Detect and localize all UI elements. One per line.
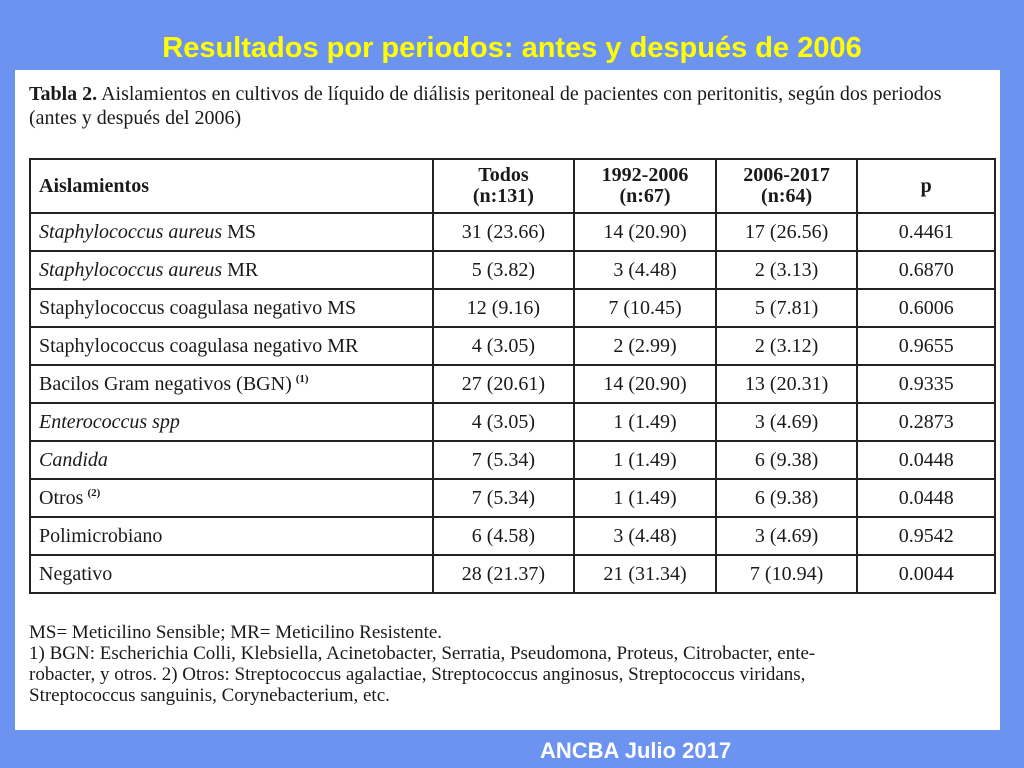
row-label: Candida [30, 441, 433, 479]
cell-todos: 4 (3.05) [433, 403, 575, 441]
cell-2006-2017: 3 (4.69) [716, 403, 858, 441]
row-label: Bacilos Gram negativos (BGN) $^{(1)}$ [30, 365, 433, 403]
caption-text: Aislamientos en cultivos de líquido de diálisis peritoneal de pacientes con peritonitis, según dos periodos (antes y después del 2006) [29, 83, 942, 129]
row-label: Polimicrobiano [30, 517, 433, 555]
header-2006-2017: 2006-2017 (n:64) [716, 159, 858, 213]
row-label: Enterococcus spp [30, 403, 433, 441]
cell-p: 0.6870 [857, 251, 995, 289]
cell-p: 0.9655 [857, 327, 995, 365]
table-header-row [30, 159, 995, 213]
cell-1992-2006: 14 (20.90) [574, 213, 716, 251]
cell-2006-2017: 13 (20.31) [716, 365, 858, 403]
table-row [30, 365, 995, 403]
cell-todos: 7 (5.34) [433, 441, 575, 479]
footnote-line: robacter, y otros. 2) Otros: Streptococcus agalactiae, Streptococcus anginosus, Streptococcus viridans, [29, 664, 806, 685]
table-row [30, 251, 995, 289]
cell-2006-2017: 7 (10.94) [716, 555, 858, 593]
table-row [30, 441, 995, 479]
cell-2006-2017: 6 (9.38) [716, 479, 858, 517]
cell-2006-2017: 5 (7.81) [716, 289, 858, 327]
footnote-line: 1) BGN: Escherichia Colli, Klebsiella, Acinetobacter, Serratia, Pseudomona, Proteus, Citrobacter, ente- [29, 643, 816, 664]
table-row [30, 517, 995, 555]
header-todos: Todos (n:131) [433, 159, 575, 213]
row-label: Staphylococcus aureus MR [30, 251, 433, 289]
table-row [30, 479, 995, 517]
cell-todos: 31 (23.66) [433, 213, 575, 251]
cell-todos: 6 (4.58) [433, 517, 575, 555]
header-1992-2006: 1992-2006 (n:67) [574, 159, 716, 213]
cell-1992-2006: 1 (1.49) [574, 479, 716, 517]
slide-title: Resultados por periodos: antes y después de 2006 [162, 32, 862, 64]
row-label: Negativo [30, 555, 433, 593]
row-label: Staphylococcus coagulasa negativo MS [30, 289, 433, 327]
table-row [30, 555, 995, 593]
table-figure [15, 70, 1000, 730]
cell-2006-2017: 3 (4.69) [716, 517, 858, 555]
cell-p: 0.0044 [857, 555, 995, 593]
cell-p: 0.2873 [857, 403, 995, 441]
row-label: Otros $^{(2)}$ [30, 479, 433, 517]
footnote-abbreviations: MS= Meticilino Sensible; MR= Meticilino Resistente. [29, 622, 443, 643]
caption-label: Tabla 2. [29, 83, 98, 105]
cell-p: 0.4461 [857, 213, 995, 251]
row-label: Staphylococcus aureus MS [30, 213, 433, 251]
cell-1992-2006: 1 (1.49) [574, 441, 716, 479]
cell-2006-2017: 2 (3.12) [716, 327, 858, 365]
cell-1992-2006: 3 (4.48) [574, 517, 716, 555]
table-row [30, 289, 995, 327]
cell-1992-2006: 14 (20.90) [574, 365, 716, 403]
header-p: p [857, 159, 995, 213]
table-row [30, 403, 995, 441]
cell-1992-2006: 3 (4.48) [574, 251, 716, 289]
table-row [30, 327, 995, 365]
cell-2006-2017: 2 (3.13) [716, 251, 858, 289]
footnote-marker: (1) [295, 372, 309, 385]
results-table [29, 158, 996, 594]
cell-1992-2006: 1 (1.49) [574, 403, 716, 441]
cell-todos: 12 (9.16) [433, 289, 575, 327]
table-footnotes [29, 622, 999, 706]
cell-2006-2017: 17 (26.56) [716, 213, 858, 251]
cell-todos: 7 (5.34) [433, 479, 575, 517]
cell-1992-2006: 7 (10.45) [574, 289, 716, 327]
table-caption [29, 82, 986, 130]
cell-todos: 27 (20.61) [433, 365, 575, 403]
cell-1992-2006: 2 (2.99) [574, 327, 716, 365]
cell-p: 0.0448 [857, 441, 995, 479]
cell-p: 0.9542 [857, 517, 995, 555]
table-row [30, 213, 995, 251]
header-aislamientos: Aislamientos [30, 159, 433, 213]
slide-footer: ANCBA Julio 2017 [540, 738, 732, 763]
footnote-marker: (2) [87, 486, 101, 499]
cell-todos: 4 (3.05) [433, 327, 575, 365]
cell-todos: 28 (21.37) [433, 555, 575, 593]
cell-p: 0.6006 [857, 289, 995, 327]
cell-2006-2017: 6 (9.38) [716, 441, 858, 479]
cell-p: 0.9335 [857, 365, 995, 403]
cell-todos: 5 (3.82) [433, 251, 575, 289]
row-label: Staphylococcus coagulasa negativo MR [30, 327, 433, 365]
cell-p: 0.0448 [857, 479, 995, 517]
footnote-line: Streptococcus sanguinis, Corynebacterium, etc. [29, 685, 390, 706]
cell-1992-2006: 21 (31.34) [574, 555, 716, 593]
